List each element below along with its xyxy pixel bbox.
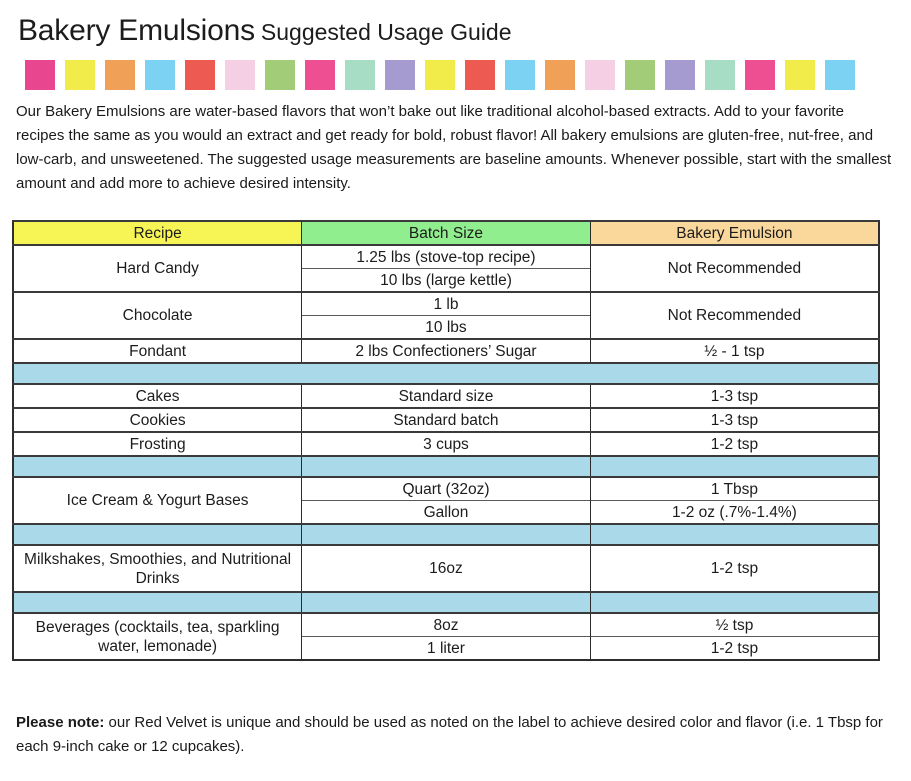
batch-cell: Standard size [302,384,591,408]
batch-cell: Gallon [302,501,591,525]
separator-band [13,456,302,477]
color-swatch [425,60,455,90]
emulsion-cell: 1-2 tsp [590,637,879,661]
table-row-cookies [13,408,879,432]
color-strip [25,60,885,90]
color-swatch [385,60,415,90]
batch-cell: 10 lbs [302,316,591,340]
table-row-beverages [13,613,879,637]
recipe-cell: Ice Cream & Yogurt Bases [13,477,302,524]
table-row-frosting [13,432,879,456]
table-row-fondant [13,339,879,363]
batch-cell: 1 lb [302,292,591,316]
recipe-cell: Cookies [13,408,302,432]
emulsion-cell: 1-2 tsp [590,432,879,456]
separator-band [590,456,879,477]
recipe-cell: Fondant [13,339,302,363]
recipe-cell: Cakes [13,384,302,408]
batch-cell: 2 lbs Confectioners’ Sugar [302,339,591,363]
emulsion-cell: Not Recommended [590,245,879,292]
color-swatch [825,60,855,90]
color-swatch [305,60,335,90]
color-swatch [225,60,255,90]
batch-cell: 8oz [302,613,591,637]
color-swatch [105,60,135,90]
separator-band [13,592,302,613]
header-cell-recipe: Recipe [13,221,302,245]
color-swatch [545,60,575,90]
separator-band [302,456,591,477]
emulsion-cell: 1 Tbsp [590,477,879,501]
color-swatch [705,60,735,90]
table-header-row [13,221,879,245]
usage-table [12,220,880,661]
emulsion-cell: 1-2 oz (.7%-1.4%) [590,501,879,525]
separator-band [302,524,591,545]
color-swatch [585,60,615,90]
title-main: Bakery Emulsions [18,14,255,47]
emulsion-cell: 1-3 tsp [590,408,879,432]
color-swatch [345,60,375,90]
separator-band [13,524,302,545]
batch-cell: 1.25 lbs (stove-top recipe) [302,245,591,269]
separator-row [13,592,879,613]
recipe-cell: Chocolate [13,292,302,339]
color-swatch [65,60,95,90]
separator-row [13,524,879,545]
color-swatch [145,60,175,90]
emulsion-cell: ½ tsp [590,613,879,637]
header-cell-bakery-emulsion: Bakery Emulsion [590,221,879,245]
separator-band [13,363,879,384]
recipe-cell: Beverages (cocktails, tea, sparkling water, lemonade) [13,613,302,660]
footnote-text: our Red Velvet is unique and should be used as noted on the label to achieve desired color and flavor (i.e. 1 Tbsp for each 9-inch cake or 12 cupcakes). [16,714,883,755]
emulsion-cell: 1-2 tsp [590,545,879,592]
separator-band [590,524,879,545]
color-swatch [25,60,55,90]
emulsion-cell: Not Recommended [590,292,879,339]
batch-cell: Quart (32oz) [302,477,591,501]
color-swatch [505,60,535,90]
intro-paragraph: Our Bakery Emulsions are water-based flavors that won’t bake out like traditional alcohol-based extracts. Add to your favorite recipes the same as you would an extract and get ready for bold, robust flavor! All bakery emulsions are gluten-free, nut-free, and low-carb, and unsweetened. The suggested usage measurements are baseline amounts. Whenever possible, start with the smallest amount and add more to achieve desired intensity. [16,103,892,192]
batch-cell: 16oz [302,545,591,592]
recipe-cell: Frosting [13,432,302,456]
batch-cell: 1 liter [302,637,591,661]
separator-row [13,363,879,384]
color-swatch [625,60,655,90]
page-title [18,14,885,48]
color-swatch [665,60,695,90]
table-row-ice-cream [13,477,879,501]
title-subtitle: Suggested Usage Guide [260,19,512,45]
emulsion-cell: 1-3 tsp [590,384,879,408]
color-swatch [785,60,815,90]
batch-cell: 3 cups [302,432,591,456]
footnote-label: Please note: [16,714,105,731]
color-swatch [745,60,775,90]
footnote [16,711,894,759]
separator-band [590,592,879,613]
table-row-chocolate [13,292,879,316]
batch-cell: Standard batch [302,408,591,432]
header-cell-batch-size: Batch Size [302,221,591,245]
batch-cell: 10 lbs (large kettle) [302,269,591,293]
color-swatch [185,60,215,90]
table-row-hard-candy [13,245,879,269]
separator-row [13,456,879,477]
separator-band [302,592,591,613]
color-swatch [465,60,495,90]
emulsion-cell: ½ - 1 tsp [590,339,879,363]
recipe-cell: Milkshakes, Smoothies, and Nutritional Drinks [13,545,302,592]
color-swatch [265,60,295,90]
recipe-cell: Hard Candy [13,245,302,292]
table-row-milkshakes [13,545,879,592]
table-row-cakes [13,384,879,408]
